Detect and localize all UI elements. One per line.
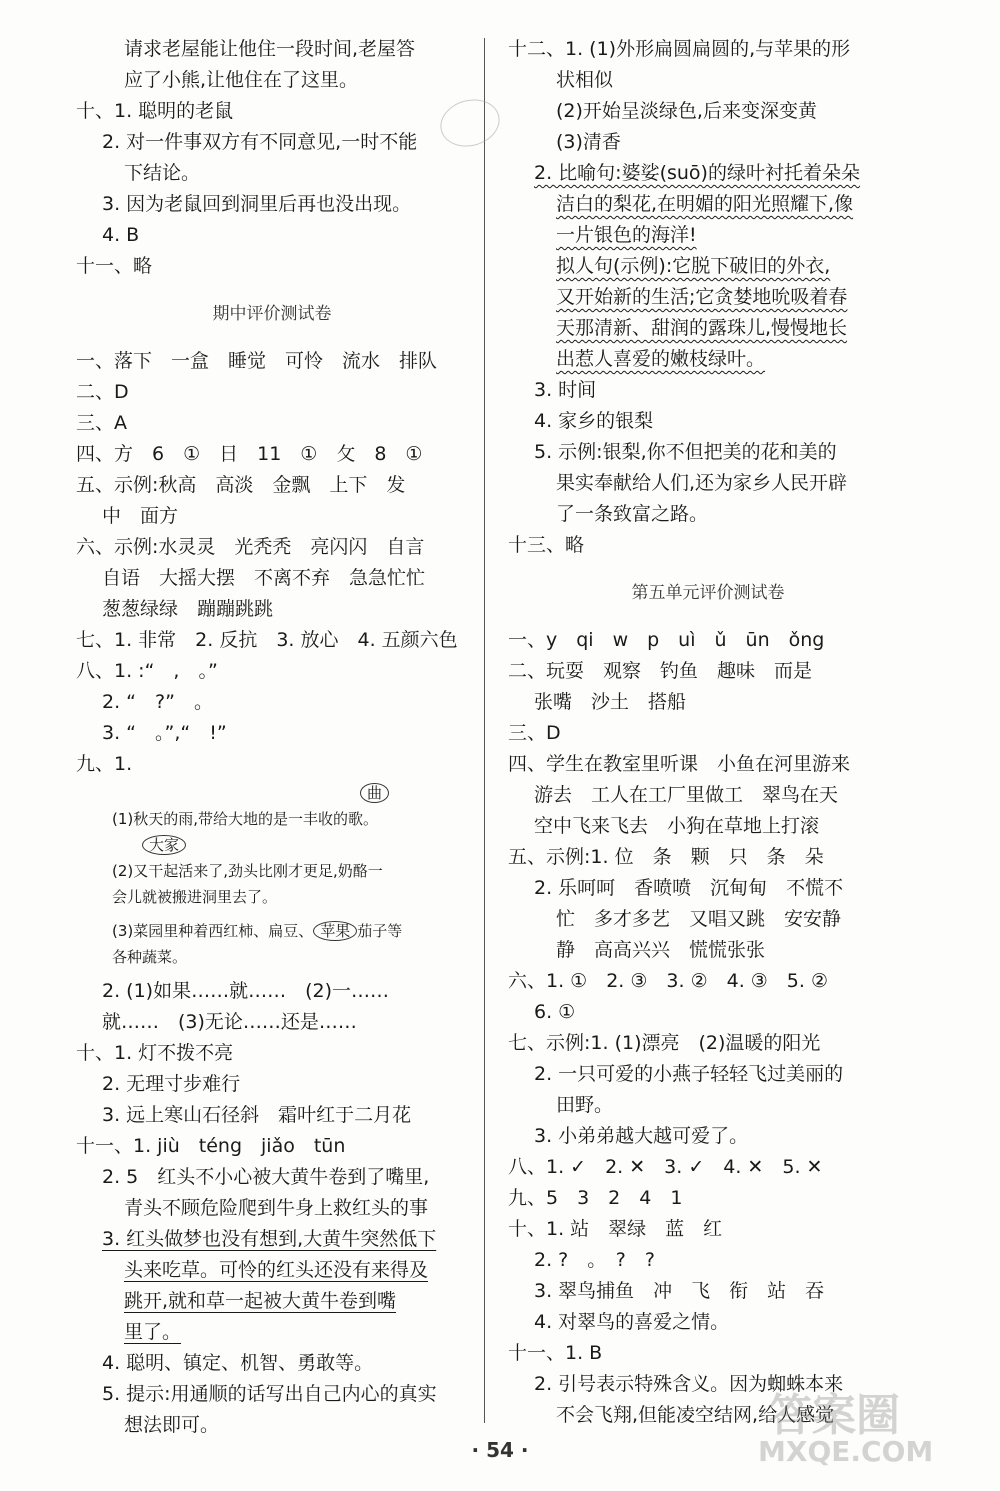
answer-line: 头来吃草。可怜的红头还没有来得及	[124, 1259, 429, 1281]
answer-line: 七、示例:1. (1)漂亮 (2)温暖的阳光	[508, 1032, 821, 1054]
answer-line: 6. ①	[534, 1001, 576, 1023]
answer-line: 十一、1. jiù téng jiǎo tūn	[76, 1135, 346, 1157]
answer-line: 3. 翠鸟捕鱼 冲 飞 衔 站 吞	[534, 1280, 825, 1302]
answer-line: 应了小熊,让他住在了这里。	[124, 69, 359, 91]
answer-line: 4. 家乡的银梨	[534, 410, 654, 432]
left-column	[76, 34, 468, 1441]
answer-line: 想法即可。	[124, 1414, 220, 1436]
figure-text: 丰收的歌。	[303, 810, 379, 828]
answer-line: 状相似	[556, 69, 614, 91]
figure-row	[112, 858, 468, 884]
figure-row	[112, 832, 468, 858]
answer-line: 3. 红头做梦也没有想到,大黄牛突然低下	[102, 1228, 437, 1250]
answer-line: 2. 乐呵呵 香喷喷 沉甸甸 不慌不	[534, 877, 844, 899]
answer-line: 5. 提示:用通顺的话写出自己内心的真实	[102, 1383, 437, 1405]
answer-line: 中 面方	[102, 505, 179, 527]
answer-line: 3. “ 。”,“ !”	[102, 722, 227, 744]
figure-text: 会儿就被搬进洞里去了。	[112, 888, 278, 906]
left-lines-2	[76, 976, 468, 1441]
answer-line: 三、A	[76, 412, 127, 434]
answer-line: 2. 引号表示特殊含义。因为蜘蛛本来	[534, 1373, 844, 1395]
answer-line: 静 高高兴兴 慌慌张张	[556, 939, 766, 961]
answer-line: 四、学生在教室里听课 小鱼在河里游来	[508, 753, 851, 775]
answer-line: 六、1. ① 2. ③ 3. ② 4. ③ 5. ②	[508, 970, 829, 992]
answer-line: 七、1. 非常 2. 反抗 3. 放心 4. 五颜六色	[76, 629, 458, 651]
answer-line: 出惹人喜爱的嫩枝绿叶。	[556, 348, 766, 370]
answer-line: 一、y qi w p uì ǔ ūn ǒng	[508, 629, 825, 651]
question-nine-figure	[76, 780, 468, 970]
figure-row	[112, 884, 468, 910]
figure-text: (3)菜园里种着西红柿、扁豆、	[112, 922, 314, 940]
watermark-url: MXQE.COM	[758, 1435, 934, 1468]
answer-line: 一片银色的海洋!	[556, 224, 697, 246]
figure-text: 又干起活来了,劲头比刚才更足,奶酪一	[133, 862, 383, 880]
answer-line: 跳开,就和草一起被大黄牛卷到嘴	[124, 1290, 397, 1312]
watermark-text: 答案圈	[768, 1390, 900, 1441]
answer-line: 九、5 3 2 4 1	[508, 1187, 683, 1209]
answer-line: 洁白的梨花,在明媚的阳光照耀下,像	[556, 193, 854, 215]
answer-line: 十、1. 聪明的老鼠	[76, 100, 234, 122]
figure-row	[112, 918, 468, 944]
answer-line: 2. 对一件事双方有不同意见,一时不能	[102, 131, 418, 153]
answer-line: 青头不顾危险爬到牛身上救红头的事	[124, 1197, 429, 1219]
answer-line: 空中飞来飞去 小狗在草地上打滚	[534, 815, 820, 837]
figure-text: 各种蔬菜。	[112, 948, 188, 966]
answer-line: 六、示例:水灵灵 光秃秃 亮闪闪 自言	[76, 536, 425, 558]
answer-line: 四、方 6 ① 日 11 ① 攵 8 ①	[76, 443, 423, 465]
answer-line: 下结论。	[124, 162, 201, 184]
answer-line: 2. 5 红头不小心被大黄牛卷到了嘴里,	[102, 1166, 430, 1188]
column-divider	[484, 38, 485, 1423]
right-lines	[508, 34, 908, 1431]
answer-line: 2. 无理寸步难行	[102, 1073, 241, 1095]
answer-line: 3. 远上寒山石径斜 霜叶红于二月花	[102, 1104, 412, 1126]
answer-line: 5. 示例:银梨,你不但把美的花和美的	[534, 441, 837, 463]
answer-line: 又开始新的生活;它贪婪地吮吸着春	[556, 286, 848, 308]
answer-line: 张嘴 沙土 搭船	[534, 691, 687, 713]
answer-line: 十三、略	[508, 534, 585, 556]
left-lines	[76, 34, 468, 780]
answer-line: 十一、1. B	[508, 1342, 603, 1364]
answer-line: 田野。	[556, 1094, 614, 1116]
answer-line: 八、1. :“ , 。”	[76, 660, 218, 682]
answer-line: 游去 工人在工厂里做工 翠鸟在天	[534, 784, 839, 806]
answer-line: 一、落下 一盒 睡觉 可怜 流水 排队	[76, 350, 438, 372]
answer-line: 4. 聪明、镇定、机智、勇敢等。	[102, 1352, 374, 1374]
answer-line: 忙 多才多艺 又唱又跳 安安静	[556, 908, 842, 930]
answer-line: 十二、1. (1)外形扁圆扁圆的,与苹果的形	[508, 38, 851, 60]
answer-line: 2. 比喻句:婆娑(suō)的绿叶衬托着朵朵	[534, 162, 860, 184]
answer-line: 3. 时间	[534, 379, 597, 401]
answer-line: 三、D	[508, 722, 561, 744]
figure-text: (2)	[112, 862, 134, 880]
answer-line: 4. B	[102, 224, 140, 246]
circled-mark: 大家	[142, 835, 186, 855]
answer-line: 4. 对翠鸟的喜爱之情。	[534, 1311, 730, 1333]
figure-text: 茄子等	[357, 922, 403, 940]
answer-line: 五、示例:秋高 高淡 金飘 上下 发	[76, 474, 406, 496]
answer-line: 十、1. 灯不拨不亮	[76, 1042, 234, 1064]
answer-line: 葱葱绿绿 蹦蹦跳跳	[102, 598, 274, 620]
answer-line: 2. “ ?” 。	[102, 691, 213, 713]
answer-line: 就…… (3)无论……还是……	[102, 1011, 357, 1033]
answer-line: 里了。	[124, 1321, 182, 1343]
answer-line: 不会飞翔,但能凌空结网,给人感觉	[556, 1404, 835, 1426]
page-number: · 54 ·	[471, 1438, 529, 1462]
answer-line: 2. ? 。 ? ?	[534, 1249, 655, 1271]
answer-line: 自语 大摇大摆 不离不弃 急急忙忙	[102, 567, 426, 589]
figure-row	[112, 806, 468, 832]
answer-line: 天那清新、甜润的露珠儿,慢慢地长	[556, 317, 848, 339]
answer-line: 请求老屋能让他住一段时间,老屋答	[124, 38, 416, 60]
answer-line: 八、1. ✓ 2. ✕ 3. ✓ 4. ✕ 5. ✕	[508, 1156, 823, 1178]
answer-line: 3. 因为老鼠回到洞里后再也没出现。	[102, 193, 412, 215]
answer-line: 拟人句(示例):它脱下破旧的外衣,	[556, 255, 831, 277]
answer-line: 二、D	[76, 381, 129, 403]
figure-row	[112, 780, 468, 806]
answer-line: 五、示例:1. 位 条 颗 只 条 朵	[508, 846, 824, 868]
answer-line: 十、1. 站 翠绿 蓝 红	[508, 1218, 723, 1240]
answer-line: 了一条致富之路。	[556, 503, 709, 525]
circled-mark: 苹果	[313, 921, 357, 941]
figure-row	[112, 944, 468, 970]
answer-line: (3)清香	[556, 131, 621, 153]
answer-line: 九、1.	[76, 753, 133, 775]
figure-text: (1)秋天的雨,带给大地的是一	[112, 810, 304, 828]
answer-line: 十一、略	[76, 255, 153, 277]
answer-line: (2)开始呈淡绿色,后来变深变黄	[556, 100, 817, 122]
circled-mark: 曲	[360, 783, 389, 803]
watermark-logo	[748, 1379, 988, 1479]
section-title: 第五单元评价测试卷	[631, 583, 785, 603]
section-title: 期中评价测试卷	[212, 304, 332, 324]
answer-line: 2. 一只可爱的小燕子轻轻飞过美丽的	[534, 1063, 844, 1085]
answer-line: 2. (1)如果……就…… (2)一……	[102, 980, 389, 1002]
answer-line: 二、玩耍 观察 钓鱼 趣味 而是	[508, 660, 813, 682]
right-column	[508, 34, 908, 1431]
answer-line: 果实奉献给人们,还为家乡人民开辟	[556, 472, 848, 494]
answer-line: 3. 小弟弟越大越可爱了。	[534, 1125, 749, 1147]
